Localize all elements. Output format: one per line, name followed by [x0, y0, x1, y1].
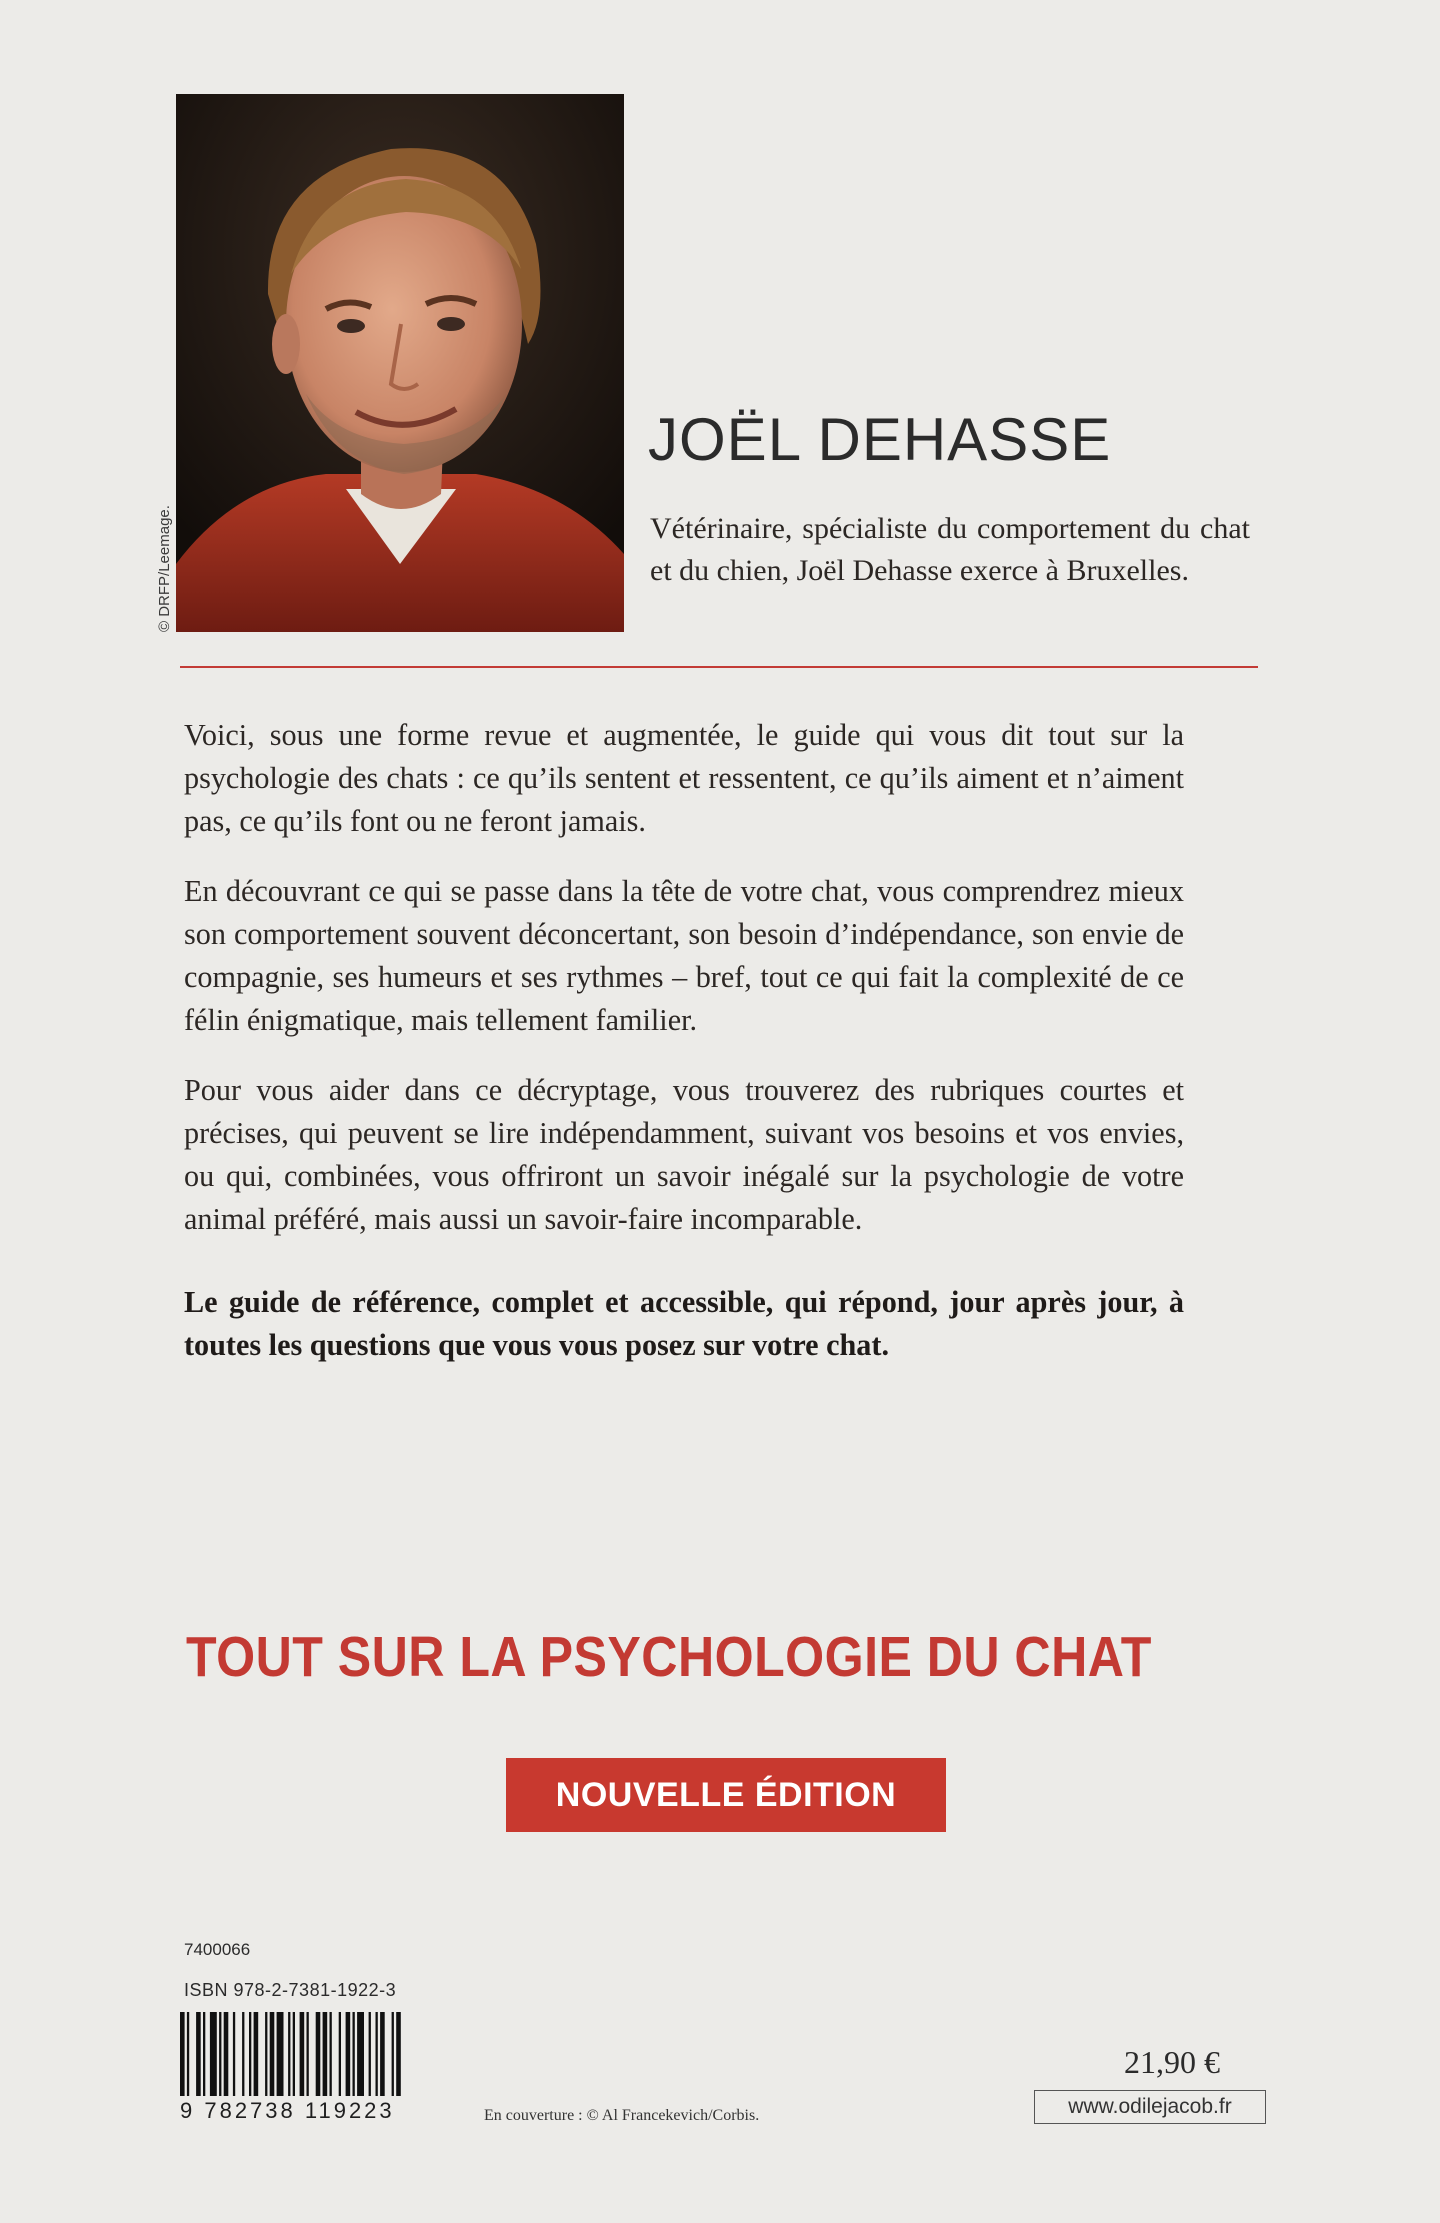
author-name: JOËL DEHASSE: [648, 406, 1112, 473]
blurb-paragraph: En découvrant ce qui se passe dans la tête de votre chat, vous comprendrez mieux son comportement souvent déconcertant, son besoin d’indépendance, son envie de compagnie, ses humeurs et ses rythmes – bref, tout ce qui fait la complexité de ce félin énigmatique, mais tellement familier.: [184, 874, 1184, 1037]
internal-code: 7400066: [184, 1940, 251, 1959]
publisher-website: www.odilejacob.fr: [1034, 2090, 1266, 2124]
blurb-paragraph: Pour vous aider dans ce décryptage, vous trouverez des rubriques courtes et précises, qui peuvent se lire indépendamment, suivant vos besoins et vos envies, ou qui, combinées, vous offriront un savoir inégalé sur la psychologie de votre animal préféré, mais aussi un savoir-faire incomparable.: [184, 1073, 1184, 1236]
cover-credit: En couverture : © Al Francekevich/Corbis.: [484, 2107, 760, 2124]
barcode-digits: 9 782738 119223: [180, 2098, 395, 2123]
photo-credit: © DRFP/Leemage.: [156, 505, 173, 632]
price: 21,90 €: [1124, 2044, 1220, 2080]
blurb-tagline: Le guide de référence, complet et accessible, qui répond, jour après jour, à toutes les questions que vous vous posez sur votre chat.: [184, 1285, 1184, 1362]
author-photo: [176, 94, 624, 632]
author-bio: Vétérinaire, spécialiste du comportement du chat et du chien, Joël Dehasse exerce à Bruxelles.: [650, 512, 1250, 587]
book-title: TOUT SUR LA PSYCHOLOGIE DU CHAT: [186, 1625, 1152, 1689]
barcode: [180, 2012, 476, 2096]
isbn: ISBN 978-2-7381-1922-3: [184, 1980, 397, 2000]
divider-rule: [180, 666, 1258, 668]
blurb-paragraph: Voici, sous une forme revue et augmentée, le guide qui vous dit tout sur la psychologie des chats : ce qu’ils sentent et ressentent, ce qu’ils aiment et n’aiment pas, ce qu’ils font ou ne feront jamais.: [184, 718, 1184, 838]
blurb: [184, 714, 1184, 1394]
edition-badge: NOUVELLE ÉDITION: [506, 1758, 946, 1832]
